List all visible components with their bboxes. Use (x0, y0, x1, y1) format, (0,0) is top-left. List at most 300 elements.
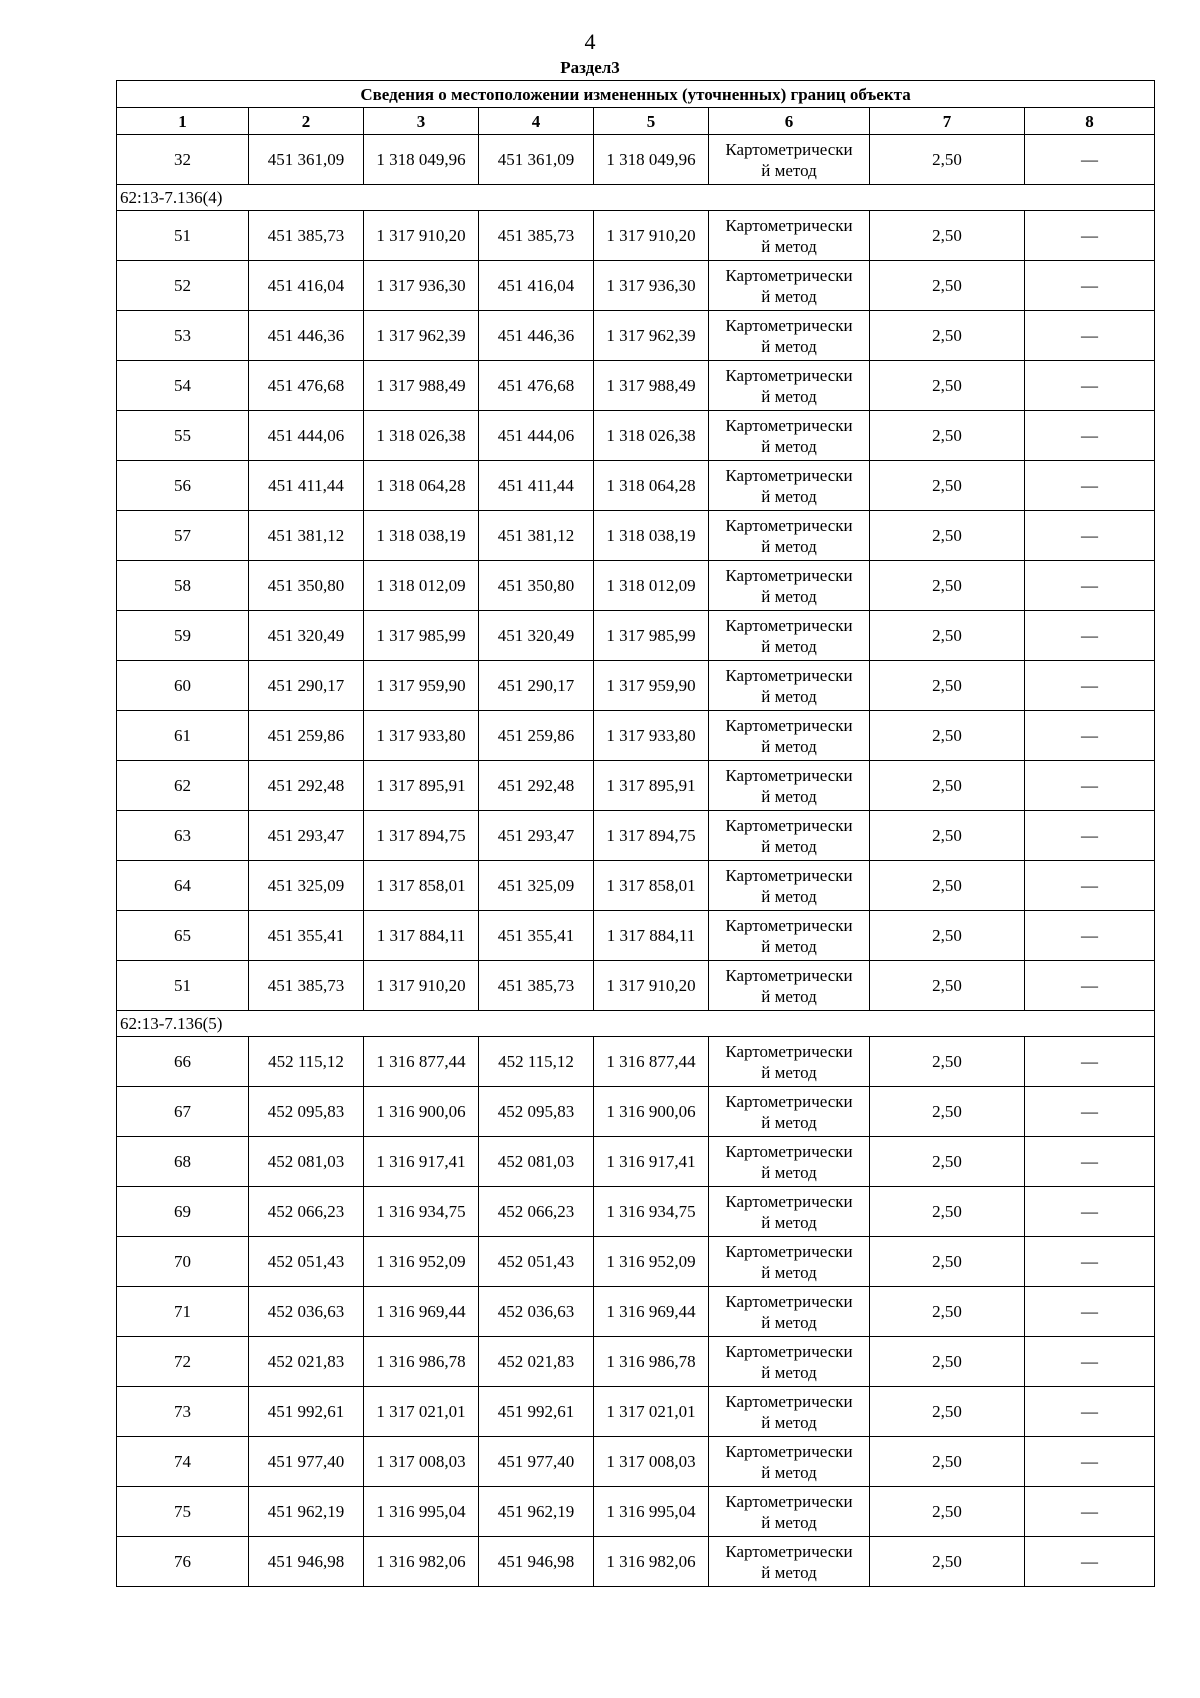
x-new-cell: 451 361,09 (479, 135, 594, 185)
point-number-cell: 67 (117, 1087, 249, 1137)
method-cell (709, 361, 870, 411)
description-cell: — (1025, 361, 1155, 411)
accuracy-cell: 2,50 (870, 1137, 1025, 1187)
y-new-cell: 1 317 910,20 (594, 961, 709, 1011)
x-old-cell: 451 444,06 (249, 411, 364, 461)
column-number: 3 (364, 108, 479, 135)
y-old-cell: 1 317 988,49 (364, 361, 479, 411)
y-new-cell: 1 316 969,44 (594, 1287, 709, 1337)
y-new-cell: 1 317 933,80 (594, 711, 709, 761)
x-old-cell: 452 095,83 (249, 1087, 364, 1137)
description-cell: — (1025, 961, 1155, 1011)
point-number-cell: 71 (117, 1287, 249, 1337)
accuracy-cell: 2,50 (870, 1387, 1025, 1437)
y-new-cell: 1 317 008,03 (594, 1437, 709, 1487)
description-cell: — (1025, 1237, 1155, 1287)
method-line-2: й метод (761, 160, 817, 180)
table-row (117, 1037, 1155, 1087)
method-cell (709, 661, 870, 711)
y-new-cell: 1 317 884,11 (594, 911, 709, 961)
description-cell: — (1025, 711, 1155, 761)
x-new-cell: 451 977,40 (479, 1437, 594, 1487)
point-number-cell: 58 (117, 561, 249, 611)
y-new-cell: 1 316 900,06 (594, 1087, 709, 1137)
x-old-cell: 451 350,80 (249, 561, 364, 611)
point-number-cell: 72 (117, 1337, 249, 1387)
table-row (117, 261, 1155, 311)
y-old-cell: 1 318 026,38 (364, 411, 479, 461)
table-row (117, 411, 1155, 461)
point-number-cell: 63 (117, 811, 249, 861)
group-row (117, 1011, 1155, 1037)
x-old-cell: 451 977,40 (249, 1437, 364, 1487)
accuracy-cell: 2,50 (870, 1037, 1025, 1087)
column-number: 2 (249, 108, 364, 135)
method-line-1: Картометрически (725, 515, 853, 535)
y-new-cell: 1 317 962,39 (594, 311, 709, 361)
method-line-2: й метод (761, 336, 817, 356)
y-old-cell: 1 317 910,20 (364, 211, 479, 261)
method-line-2: й метод (761, 386, 817, 406)
method-line-2: й метод (761, 1562, 817, 1582)
table-row (117, 711, 1155, 761)
method-cell (709, 461, 870, 511)
method-line-2: й метод (761, 736, 817, 756)
description-cell: — (1025, 511, 1155, 561)
method-cell (709, 1087, 870, 1137)
x-old-cell: 451 476,68 (249, 361, 364, 411)
x-new-cell: 451 444,06 (479, 411, 594, 461)
point-number-cell: 73 (117, 1387, 249, 1437)
method-line-1: Картометрически (725, 1391, 853, 1411)
y-new-cell: 1 317 988,49 (594, 361, 709, 411)
method-cell (709, 411, 870, 461)
y-old-cell: 1 317 962,39 (364, 311, 479, 361)
accuracy-cell: 2,50 (870, 135, 1025, 185)
accuracy-cell: 2,50 (870, 1437, 1025, 1487)
accuracy-cell: 2,50 (870, 1487, 1025, 1537)
x-new-cell: 452 095,83 (479, 1087, 594, 1137)
table-row (117, 311, 1155, 361)
method-line-1: Картометрически (725, 965, 853, 985)
accuracy-cell: 2,50 (870, 861, 1025, 911)
description-cell: — (1025, 1537, 1155, 1587)
y-old-cell: 1 316 900,06 (364, 1087, 479, 1137)
description-cell: — (1025, 1087, 1155, 1137)
x-old-cell: 451 259,86 (249, 711, 364, 761)
method-cell (709, 811, 870, 861)
y-old-cell: 1 317 858,01 (364, 861, 479, 911)
y-new-cell: 1 318 064,28 (594, 461, 709, 511)
description-cell: — (1025, 1387, 1155, 1437)
y-new-cell: 1 316 877,44 (594, 1037, 709, 1087)
method-cell (709, 211, 870, 261)
method-line-1: Картометрически (725, 265, 853, 285)
column-number: 4 (479, 108, 594, 135)
method-line-1: Картометрически (725, 1241, 853, 1261)
y-old-cell: 1 317 936,30 (364, 261, 479, 311)
description-cell: — (1025, 561, 1155, 611)
y-old-cell: 1 316 877,44 (364, 1037, 479, 1087)
y-old-cell: 1 316 934,75 (364, 1187, 479, 1237)
accuracy-cell: 2,50 (870, 911, 1025, 961)
table-row (117, 611, 1155, 661)
x-old-cell: 452 051,43 (249, 1237, 364, 1287)
method-cell (709, 1487, 870, 1537)
y-old-cell: 1 317 008,03 (364, 1437, 479, 1487)
y-new-cell: 1 316 995,04 (594, 1487, 709, 1537)
method-line-2: й метод (761, 836, 817, 856)
x-old-cell: 452 081,03 (249, 1137, 364, 1187)
method-line-2: й метод (761, 686, 817, 706)
method-cell (709, 1337, 870, 1387)
x-old-cell: 451 355,41 (249, 911, 364, 961)
point-number-cell: 54 (117, 361, 249, 411)
table-row (117, 211, 1155, 261)
point-number-cell: 64 (117, 861, 249, 911)
table-row (117, 911, 1155, 961)
x-old-cell: 452 021,83 (249, 1337, 364, 1387)
method-cell (709, 1287, 870, 1337)
point-number-cell: 61 (117, 711, 249, 761)
x-old-cell: 451 293,47 (249, 811, 364, 861)
y-new-cell: 1 316 952,09 (594, 1237, 709, 1287)
method-cell (709, 911, 870, 961)
method-cell (709, 1387, 870, 1437)
table-row (117, 1087, 1155, 1137)
y-old-cell: 1 317 884,11 (364, 911, 479, 961)
accuracy-cell: 2,50 (870, 511, 1025, 561)
point-number-cell: 60 (117, 661, 249, 711)
description-cell: — (1025, 1037, 1155, 1087)
description-cell: — (1025, 1137, 1155, 1187)
method-line-1: Картометрически (725, 565, 853, 585)
table-row (117, 1137, 1155, 1187)
y-old-cell: 1 316 952,09 (364, 1237, 479, 1287)
y-old-cell: 1 316 986,78 (364, 1337, 479, 1387)
x-new-cell: 451 293,47 (479, 811, 594, 861)
method-line-2: й метод (761, 436, 817, 456)
method-cell (709, 261, 870, 311)
method-line-2: й метод (761, 1462, 817, 1482)
point-number-cell: 69 (117, 1187, 249, 1237)
method-line-1: Картометрически (725, 315, 853, 335)
method-line-1: Картометрически (725, 215, 853, 235)
accuracy-cell: 2,50 (870, 1237, 1025, 1287)
table-row (117, 1187, 1155, 1237)
y-new-cell: 1 316 982,06 (594, 1537, 709, 1587)
method-cell (709, 861, 870, 911)
point-number-cell: 70 (117, 1237, 249, 1287)
y-new-cell: 1 316 986,78 (594, 1337, 709, 1387)
table-row (117, 1437, 1155, 1487)
method-line-1: Картометрически (725, 715, 853, 735)
accuracy-cell: 2,50 (870, 361, 1025, 411)
table-row (117, 661, 1155, 711)
accuracy-cell: 2,50 (870, 1337, 1025, 1387)
method-line-1: Картометрически (725, 1041, 853, 1061)
y-old-cell: 1 316 995,04 (364, 1487, 479, 1537)
point-number-cell: 57 (117, 511, 249, 561)
method-cell (709, 1137, 870, 1187)
x-new-cell: 451 476,68 (479, 361, 594, 411)
point-number-cell: 62 (117, 761, 249, 811)
page-number: 4 (584, 29, 596, 54)
x-old-cell: 451 962,19 (249, 1487, 364, 1537)
description-cell: — (1025, 911, 1155, 961)
x-old-cell: 451 385,73 (249, 961, 364, 1011)
method-line-1: Картометрически (725, 1541, 853, 1561)
table-caption: Сведения о местоположении измененных (уточненных) границ объекта (117, 81, 1155, 108)
point-number-cell: 68 (117, 1137, 249, 1187)
method-cell (709, 711, 870, 761)
x-new-cell: 451 992,61 (479, 1387, 594, 1437)
accuracy-cell: 2,50 (870, 1087, 1025, 1137)
x-old-cell: 451 325,09 (249, 861, 364, 911)
column-numbers-row (117, 108, 1155, 135)
accuracy-cell: 2,50 (870, 561, 1025, 611)
table-row (117, 1387, 1155, 1437)
y-old-cell: 1 318 038,19 (364, 511, 479, 561)
point-number-cell: 32 (117, 135, 249, 185)
x-old-cell: 451 381,12 (249, 511, 364, 561)
x-old-cell: 452 066,23 (249, 1187, 364, 1237)
accuracy-cell: 2,50 (870, 761, 1025, 811)
method-line-1: Картометрически (725, 465, 853, 485)
point-number-cell: 66 (117, 1037, 249, 1087)
y-new-cell: 1 316 917,41 (594, 1137, 709, 1187)
x-old-cell: 451 290,17 (249, 661, 364, 711)
table-body (117, 81, 1155, 1587)
accuracy-cell: 2,50 (870, 211, 1025, 261)
description-cell: — (1025, 1437, 1155, 1487)
description-cell: — (1025, 611, 1155, 661)
y-old-cell: 1 318 012,09 (364, 561, 479, 611)
method-line-2: й метод (761, 886, 817, 906)
point-number-cell: 51 (117, 961, 249, 1011)
point-number-cell: 74 (117, 1437, 249, 1487)
x-new-cell: 451 416,04 (479, 261, 594, 311)
method-line-2: й метод (761, 1262, 817, 1282)
table-row (117, 1487, 1155, 1537)
y-old-cell: 1 316 917,41 (364, 1137, 479, 1187)
accuracy-cell: 2,50 (870, 1187, 1025, 1237)
x-old-cell: 452 036,63 (249, 1287, 364, 1337)
method-line-1: Картометрически (725, 139, 853, 159)
x-new-cell: 451 385,73 (479, 961, 594, 1011)
x-new-cell: 452 021,83 (479, 1337, 594, 1387)
method-line-2: й метод (761, 486, 817, 506)
description-cell: — (1025, 211, 1155, 261)
y-old-cell: 1 317 895,91 (364, 761, 479, 811)
point-number-cell: 51 (117, 211, 249, 261)
y-old-cell: 1 317 894,75 (364, 811, 479, 861)
x-new-cell: 451 292,48 (479, 761, 594, 811)
x-new-cell: 451 385,73 (479, 211, 594, 261)
x-new-cell: 451 946,98 (479, 1537, 594, 1587)
method-line-2: й метод (761, 236, 817, 256)
y-old-cell: 1 317 933,80 (364, 711, 479, 761)
y-new-cell: 1 317 910,20 (594, 211, 709, 261)
method-line-1: Картометрически (725, 915, 853, 935)
y-new-cell: 1 318 026,38 (594, 411, 709, 461)
description-cell: — (1025, 1487, 1155, 1537)
description-cell: — (1025, 1187, 1155, 1237)
method-line-2: й метод (761, 1412, 817, 1432)
method-cell (709, 561, 870, 611)
group-row (117, 185, 1155, 211)
point-number-cell: 59 (117, 611, 249, 661)
method-cell (709, 1187, 870, 1237)
method-line-1: Картометрически (725, 615, 853, 635)
y-new-cell: 1 317 021,01 (594, 1387, 709, 1437)
method-line-1: Картометрически (725, 1441, 853, 1461)
method-line-2: й метод (761, 636, 817, 656)
y-new-cell: 1 318 038,19 (594, 511, 709, 561)
description-cell: — (1025, 135, 1155, 185)
x-new-cell: 451 446,36 (479, 311, 594, 361)
method-cell (709, 1537, 870, 1587)
column-number: 1 (117, 108, 249, 135)
x-old-cell: 451 992,61 (249, 1387, 364, 1437)
table-row (117, 561, 1155, 611)
table-row (117, 361, 1155, 411)
method-line-2: й метод (761, 536, 817, 556)
y-new-cell: 1 317 895,91 (594, 761, 709, 811)
method-line-2: й метод (761, 286, 817, 306)
method-line-2: й метод (761, 1312, 817, 1332)
x-old-cell: 451 446,36 (249, 311, 364, 361)
method-line-1: Картометрически (725, 1291, 853, 1311)
column-number: 5 (594, 108, 709, 135)
x-old-cell: 452 115,12 (249, 1037, 364, 1087)
x-new-cell: 451 350,80 (479, 561, 594, 611)
description-cell: — (1025, 1287, 1155, 1337)
description-cell: — (1025, 261, 1155, 311)
table-row (117, 511, 1155, 561)
table-row (117, 461, 1155, 511)
table-row (117, 1287, 1155, 1337)
method-line-1: Картометрически (725, 1191, 853, 1211)
column-number: 8 (1025, 108, 1155, 135)
column-number: 7 (870, 108, 1025, 135)
accuracy-cell: 2,50 (870, 461, 1025, 511)
x-new-cell: 451 259,86 (479, 711, 594, 761)
method-line-2: й метод (761, 1162, 817, 1182)
method-line-2: й метод (761, 1112, 817, 1132)
y-old-cell: 1 318 049,96 (364, 135, 479, 185)
y-old-cell: 1 317 985,99 (364, 611, 479, 661)
x-new-cell: 451 381,12 (479, 511, 594, 561)
x-old-cell: 451 385,73 (249, 211, 364, 261)
description-cell: — (1025, 461, 1155, 511)
description-cell: — (1025, 411, 1155, 461)
section-title: Раздел3 (560, 58, 620, 77)
y-old-cell: 1 317 910,20 (364, 961, 479, 1011)
method-cell (709, 961, 870, 1011)
x-old-cell: 451 416,04 (249, 261, 364, 311)
x-old-cell: 451 320,49 (249, 611, 364, 661)
method-line-2: й метод (761, 1062, 817, 1082)
table-row (117, 761, 1155, 811)
x-new-cell: 452 051,43 (479, 1237, 594, 1287)
method-cell (709, 135, 870, 185)
accuracy-cell: 2,50 (870, 661, 1025, 711)
accuracy-cell: 2,50 (870, 811, 1025, 861)
y-new-cell: 1 317 959,90 (594, 661, 709, 711)
method-cell (709, 611, 870, 661)
x-new-cell: 451 320,49 (479, 611, 594, 661)
y-old-cell: 1 318 064,28 (364, 461, 479, 511)
accuracy-cell: 2,50 (870, 1537, 1025, 1587)
method-line-1: Картометрически (725, 765, 853, 785)
method-line-1: Картометрически (725, 1341, 853, 1361)
coordinates-table (116, 80, 1155, 1587)
y-old-cell: 1 317 959,90 (364, 661, 479, 711)
table-row (117, 1237, 1155, 1287)
accuracy-cell: 2,50 (870, 311, 1025, 361)
method-line-1: Картометрически (725, 665, 853, 685)
method-cell (709, 1037, 870, 1087)
description-cell: — (1025, 311, 1155, 361)
x-old-cell: 451 411,44 (249, 461, 364, 511)
method-line-2: й метод (761, 786, 817, 806)
point-number-cell: 75 (117, 1487, 249, 1537)
accuracy-cell: 2,50 (870, 711, 1025, 761)
table-row (117, 861, 1155, 911)
point-number-cell: 76 (117, 1537, 249, 1587)
point-number-cell: 56 (117, 461, 249, 511)
method-line-1: Картометрически (725, 815, 853, 835)
x-new-cell: 451 411,44 (479, 461, 594, 511)
x-new-cell: 451 290,17 (479, 661, 594, 711)
y-new-cell: 1 317 936,30 (594, 261, 709, 311)
method-cell (709, 1437, 870, 1487)
column-number: 6 (709, 108, 870, 135)
y-new-cell: 1 318 012,09 (594, 561, 709, 611)
description-cell: — (1025, 1337, 1155, 1387)
point-number-cell: 55 (117, 411, 249, 461)
method-cell (709, 1237, 870, 1287)
method-line-2: й метод (761, 986, 817, 1006)
y-new-cell: 1 317 894,75 (594, 811, 709, 861)
x-new-cell: 451 355,41 (479, 911, 594, 961)
method-line-1: Картометрически (725, 1491, 853, 1511)
y-new-cell: 1 317 858,01 (594, 861, 709, 911)
method-cell (709, 311, 870, 361)
x-old-cell: 451 361,09 (249, 135, 364, 185)
x-old-cell: 451 292,48 (249, 761, 364, 811)
table-row (117, 1337, 1155, 1387)
method-line-2: й метод (761, 586, 817, 606)
x-new-cell: 452 066,23 (479, 1187, 594, 1237)
accuracy-cell: 2,50 (870, 261, 1025, 311)
x-new-cell: 452 081,03 (479, 1137, 594, 1187)
y-old-cell: 1 316 969,44 (364, 1287, 479, 1337)
table-row (117, 1537, 1155, 1587)
method-line-1: Картометрически (725, 865, 853, 885)
x-new-cell: 452 115,12 (479, 1037, 594, 1087)
y-new-cell: 1 317 985,99 (594, 611, 709, 661)
description-cell: — (1025, 761, 1155, 811)
point-number-cell: 52 (117, 261, 249, 311)
x-old-cell: 451 946,98 (249, 1537, 364, 1587)
table-row (117, 811, 1155, 861)
accuracy-cell: 2,50 (870, 961, 1025, 1011)
table-row (117, 135, 1155, 185)
point-number-cell: 53 (117, 311, 249, 361)
description-cell: — (1025, 811, 1155, 861)
